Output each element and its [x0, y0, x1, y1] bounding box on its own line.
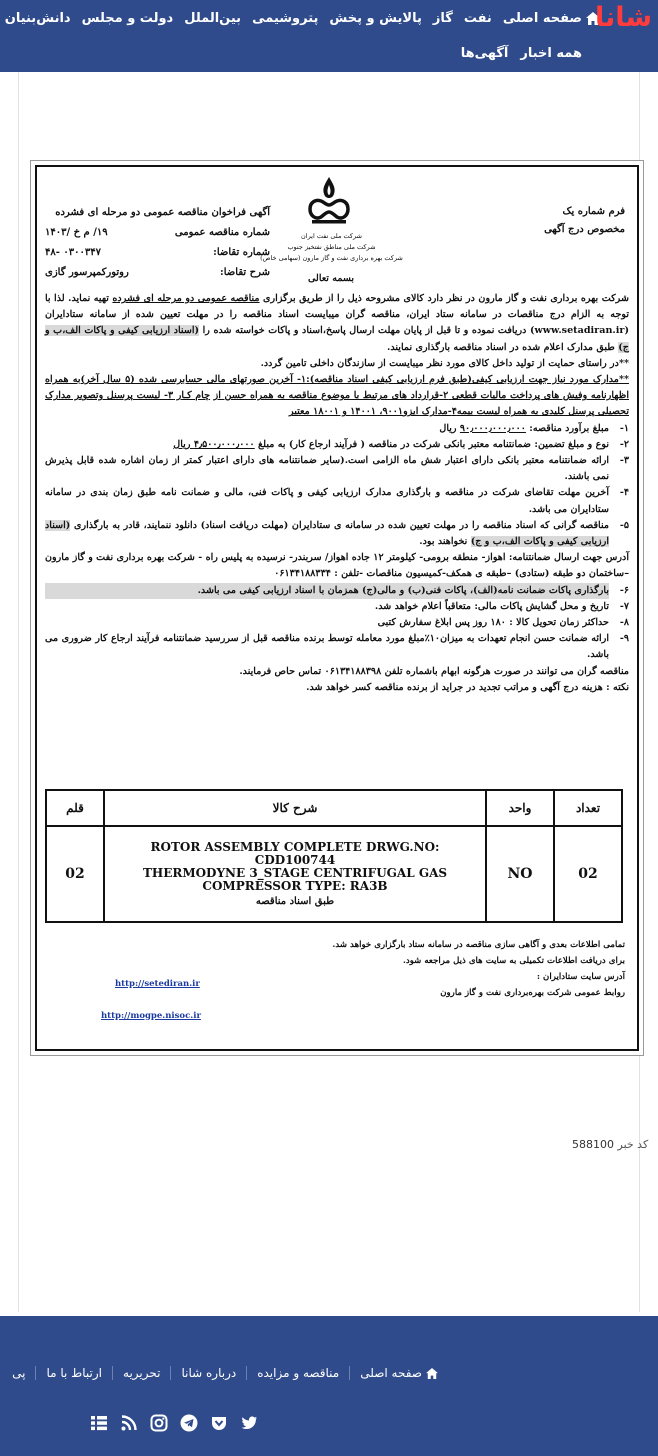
divider: [246, 1366, 247, 1380]
shana-logo[interactable]: شانا: [600, 0, 658, 36]
nav-item-knowledge[interactable]: دانش‌بنیان: [4, 10, 71, 26]
intro-paragraph: شرکت بهره برداری نفت و گاز مارون در نظر دارد کالای مشروحه ذیل را از طریق برگزاری مناقصه عمومی دو مرحله ای فشرده تهیه نماید. لذا با توجه به الزام درج مناقصات در سامانه ستاد ایران، مناقصه گران میبایست اسناد مناقصه را در مهلت تعیین شده از سامانه ستادایران (www.setadiran.ir) دریافت نموده و تا قبل از پایان مهلت ارسال پاسخ،اسناد و پاکات خواسته شده را (اسناد ارزیابی کیفی و پاکات الف،ب و ج) طبق مدارک اعلام شده در اسناد مناقصه بارگذاری نمایند.: [45, 293, 630, 353]
tender-header-info: آگهی فراخوان مناقصه عمومی دو مرحله ای فشرده شماره مناقصه عمومی ۱۹/ م خ /۱۴۰۳ شماره تقاضا: ۴۸- ۰۳۰۰۳۴۷ شرح تقاضا: روتورکمپرسور گازی: [45, 203, 270, 283]
rss-icon[interactable]: [120, 1414, 138, 1432]
cell-unit: NO: [486, 826, 554, 922]
top-navigation: [0, 0, 658, 72]
footer-link-contact[interactable]: ارتباط با ما: [46, 1366, 103, 1380]
item-2: ۲- نوع و مبلغ تضمین: ضمانتنامه معتبر بانکی شرکت در مناقصه ( فرآیند ارجاع کار) به مبلغ ۴٫۵۰۰٫۰۰۰٫۰۰۰ ریال: [173, 438, 629, 450]
item-7: ۷- تاریخ و محل گشایش پاکات مالی: متعاقباً اعلام خواهد شد.: [374, 600, 629, 612]
nav-item-government[interactable]: دولت و مجلس: [81, 10, 174, 26]
divider: [112, 1366, 113, 1380]
item-8: ۸- حداکثر زمان تحویل کالا : ۱۸۰ روز پس ابلاغ سفارش کتبی: [377, 617, 629, 629]
header-unit: واحد: [486, 790, 554, 826]
request-number-row: شماره تقاضا: ۴۸- ۰۳۰۰۳۴۷: [45, 247, 270, 258]
header-desc: شرح کالا: [104, 790, 486, 826]
header-qty: تعداد: [554, 790, 622, 826]
docs-paragraph: **مدارک مورد نیاز جهت ارزیابی کیفی(طبق فرم ارزیابی کیفی اسناد مناقصه):۱- آخرین صورتهای مالی حسابرسی شده (۵ سال آخر)به همراه اظهارنامه وفیش های پرداخت مالیات قطعی ۲-قرارداد های مرتبط با موضوع مناقصه به همراه حسن از چام کـار ۳- لیست پرسنل وتصویر مدارک تحصیلی پرسنل کلیدی به همراه لیست بیمه۴-مدارک ایزو۹۰۰۱، ۱۴۰۰۱ و ۱۸۰۰۱ معتبر: [45, 374, 629, 418]
tender-notice-image[interactable]: [30, 160, 644, 1056]
nav-item-petrochemical[interactable]: پتروشیمی: [252, 10, 319, 26]
cell-desc: ROTOR ASSEMBLY COMPLETE DRWG.NO: CDD100744 THERMODYNE 3_STAGE CENTRIFUGAL GAS COMPRESSOR TYPE: RA3B طبق اسناد مناقصه: [104, 826, 486, 922]
company-names: شرکت ملی نفت ایران شرکت ملی مناطق نفتخیز جنوب شرکت بهره برداری نفت و گاز مارون (سهامی خاص): [260, 232, 403, 262]
twitter-icon[interactable]: [240, 1414, 258, 1432]
table-row: [46, 826, 622, 922]
nav-item-international[interactable]: بین‌الملل: [184, 10, 242, 26]
footer-link-home[interactable]: صفحه اصلی: [360, 1366, 438, 1380]
nav-item-oil[interactable]: نفت: [463, 10, 492, 26]
nioc-emblem-icon: [306, 175, 352, 225]
news-code: کد خبر 588100: [572, 1138, 649, 1151]
note-paragraph: نکته : هزینه درج آگهی و مراتب تجدید در جراید از برنده مناقصه کسر خواهد شد.: [306, 681, 629, 693]
social-icons: [90, 1414, 258, 1432]
nav-item-home[interactable]: صفحه اصلی: [503, 11, 600, 26]
contact-paragraph: مناقصه گران می توانند در صورت هرگونه ابهام باشماره تلفن ۰۶۱۳۴۱۸۸۳۹۸ تماس حاص فرمایند.: [239, 665, 629, 677]
footer-nav: [0, 1366, 658, 1380]
nav-item-ads[interactable]: آگهی‌ها: [460, 45, 509, 61]
nav-item-all-news[interactable]: همه اخبار: [520, 45, 582, 61]
nav-row-secondary: [449, 36, 658, 70]
notice-body: [45, 291, 629, 696]
divider: [35, 1366, 36, 1380]
item-1: ۱- مبلغ برآورد مناقصه: ۹۰٫۰۰۰٫۰۰۰٫۰۰۰ ریال: [439, 422, 629, 434]
footer-link-about[interactable]: درباره شانا: [181, 1366, 237, 1380]
home-icon: [426, 1368, 438, 1379]
cell-qty: 02: [554, 826, 622, 922]
list-icon[interactable]: [90, 1414, 108, 1432]
item-4: ۴- آخرین مهلت تقاضای شرکت در مناقصه و بارگذاری مدارک ارزیابی کیفی و پاکات فنی، مالی و ضمانت نامه طبق زمان بندی در سامانه ستادایران می باشد.: [45, 487, 629, 515]
header-item: قلم: [46, 790, 104, 826]
support-paragraph: **در راستای حمایت از تولید داخل کالای مورد نظر میبایست از سازندگان داخلی تامین گردد.: [260, 357, 629, 369]
bismillah: بسمه تعالی: [308, 273, 354, 284]
footer-link-more[interactable]: پی: [12, 1366, 26, 1380]
cell-item: 02: [46, 826, 104, 922]
item-3: ۳- ارائه ضمانتنامه معتبر بانکی دارای اعتبار شش ماه الزامی است.(سایر ضمانتنامه های دارای اعتبار کمتر از زمان اشاره شده قابل پذیرش نمی باشند.: [45, 455, 629, 483]
footer-link-editorial[interactable]: تحریریه: [123, 1366, 161, 1380]
virgool-icon[interactable]: [210, 1414, 228, 1432]
table-header-row: [46, 790, 622, 826]
site-footer: [0, 1316, 658, 1456]
notice-footer: تمامی اطلاعات بعدی و آگاهی سازی مناقصه در سامانه ستاد بارگزاری خواهد شد. برای دریافت اطلاعات تکمیلی به سایت های ذیل مراجعه شود. آدرس سایت ستادایران : روابط عمومی شرکت بهره‌برداری نفت و گاز مارون: [332, 940, 625, 998]
setadiran-link[interactable]: http://setediran.ir: [115, 979, 200, 989]
item-6: ۶- بارگذاری پاکات ضمانت نامه(الف)، پاکات فنی(ب) و مالی(ج) همزمان با اسناد ارزیابی کیفی می باشد.: [45, 583, 629, 599]
tender-number-row: شماره مناقصه عمومی ۱۹/ م خ /۱۴۰۳: [45, 227, 270, 238]
nav-item-gas[interactable]: گاز: [432, 10, 453, 26]
divider: [349, 1366, 350, 1380]
request-desc-row: شرح تقاضا: روتورکمپرسور گازی: [45, 267, 270, 278]
divider: [170, 1366, 171, 1380]
address-paragraph: آدرس جهت ارسال ضمانتنامه: اهواز- منطقه برومی- کیلومتر ۱۲ جاده اهواز/ سربندر- نرسیده به پلیس راه - شرکت بهره برداری نفت و گاز مارون –ساختمان دو طبقه (ستادی) –طبقه ی همکف-کمیسیون مناقصات -تلفن : ۰۶۱۳۴۱۸۸۳۳۴: [45, 552, 629, 580]
mogpe-link[interactable]: http://mogpe.nisoc.ir: [101, 1011, 201, 1021]
item-5: ۵- مناقصه گرانی که اسناد مناقصه را در مهلت تعیین شده در سامانه ی ستادایران (مهلت دریافت اسناد) دانلود ننمایند، قادر به بارگذاری (اسناد ارزیابی کیفی و پاکات الف،ب و ج) نخواهند بود.: [45, 519, 629, 548]
footer-link-tenders[interactable]: مناقصه و مزایده: [257, 1366, 340, 1380]
item-9: ۹- ارائه ضمانت حسن انجام تعهدات به میزان۱۰٪مبلغ مورد معامله توسط برنده مناقصه قبل از سررسید ضمانتنامه فرآیند ارجاع کار ضروری می باشد.: [45, 633, 629, 661]
instagram-icon[interactable]: [150, 1414, 168, 1432]
nav-item-refining[interactable]: پالایش و پخش: [329, 10, 422, 26]
goods-table: [45, 789, 623, 923]
telegram-icon[interactable]: [180, 1414, 198, 1432]
form-number: فرم شماره یک مخصوص درج آگهی: [544, 206, 625, 235]
nav-row-main: [0, 0, 658, 36]
